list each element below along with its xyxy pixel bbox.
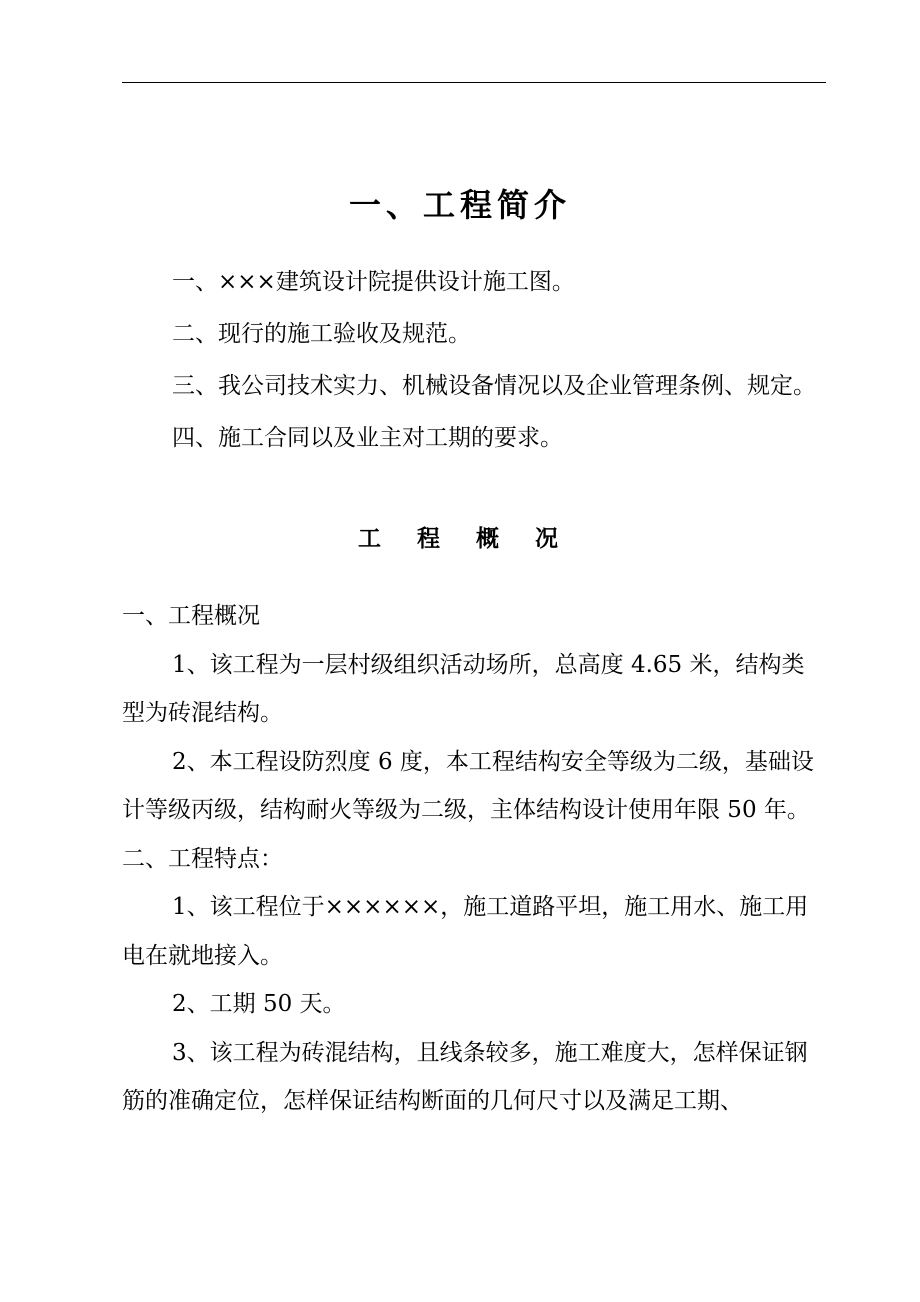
section-heading: 二、工程特点： [122, 845, 283, 872]
header-rule [122, 82, 826, 83]
basis-item: 二、现行的施工验收及规范。 [172, 321, 471, 347]
project-overview [122, 592, 826, 1126]
section-subtitle: 工 程 概 况 [357, 525, 573, 553]
basis-item: 四、施工合同以及业主对工期的要求。 [172, 425, 563, 451]
paragraph: 2、工期 50 天。 [172, 991, 346, 1017]
page-title: 一、工程简介 [348, 186, 571, 225]
paragraph: 3、该工程为砖混结构，且线条较多，施工难度大，怎样保证钢筋的准确定位，怎样保证结构断面的几何尺寸以及满足工期、 [122, 1039, 808, 1114]
paragraph: 1、该工程为一层村级组织活动场所，总高度 4.65 米，结构类型为砖混结构。 [122, 651, 805, 726]
basis-item: 三、我公司技术实力、机械设备情况以及企业管理条例、规定。 [172, 373, 816, 399]
basis-item: 一、×××建筑设计院提供设计施工图。 [172, 269, 575, 295]
design-basis-list [172, 256, 852, 464]
paragraph: 2、本工程设防烈度 6 度，本工程结构安全等级为二级，基础设计等级丙级，结构耐火等级为二级，主体结构设计使用年限 50 年。 [122, 748, 814, 823]
paragraph: 1、该工程位于××××××，施工道路平坦，施工用水、施工用电在就地接入。 [122, 894, 809, 969]
section-heading: 一、工程概况 [122, 603, 260, 629]
